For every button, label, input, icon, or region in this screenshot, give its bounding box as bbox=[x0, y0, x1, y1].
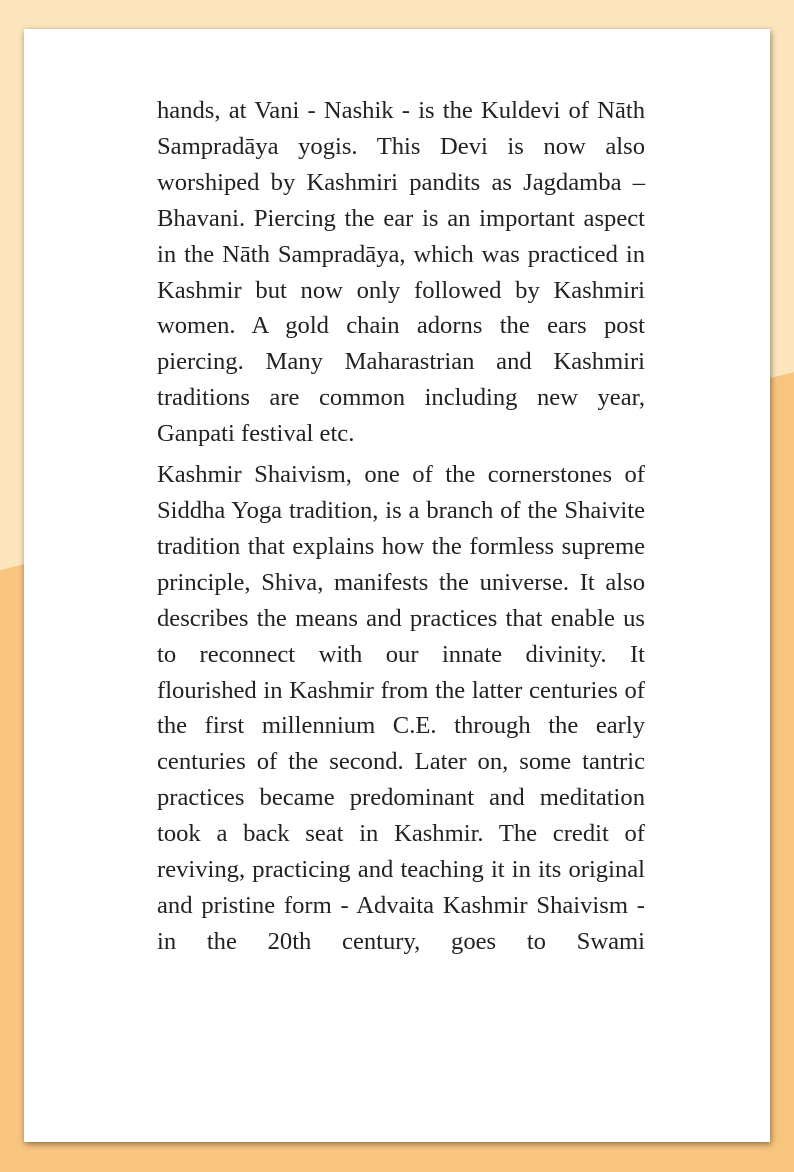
page-content bbox=[157, 93, 645, 960]
document-page bbox=[24, 29, 770, 1142]
paragraph-2: Kashmir Shaivism, one of the cornerstones of Siddha Yoga tradition, is a branch of the Shaivite tradition that explains how the formless supreme principle, Shiva, manifests the universe. It also describes the means and practices that enable us to reconnect with our innate divinity. It flourished in Kashmir from the latter centuries of the first millennium C.E. through the early centuries of the second. Later on, some tantric practices became predominant and meditation took a back seat in Kashmir. The credit of reviving, practicing and teaching it in its original and pristine form - Advaita Kashmir Shaivism - in the 20th century, goes to Swami bbox=[157, 461, 645, 955]
paragraph-1: hands, at Vani - Nashik - is the Kuldevi of Nāth Sampradāya yogis. This Devi is now also worshiped by Kashmiri pandits as Jagdamba – Bhavani. Piercing the ear is an important aspect in the Nāth Sampradāya, which was practiced in Kashmir but now only followed by Kashmiri women. A gold chain adorns the ears post piercing. Many Maharastrian and Kashmiri traditions are common including new year, Ganpati festival etc. bbox=[157, 97, 645, 448]
